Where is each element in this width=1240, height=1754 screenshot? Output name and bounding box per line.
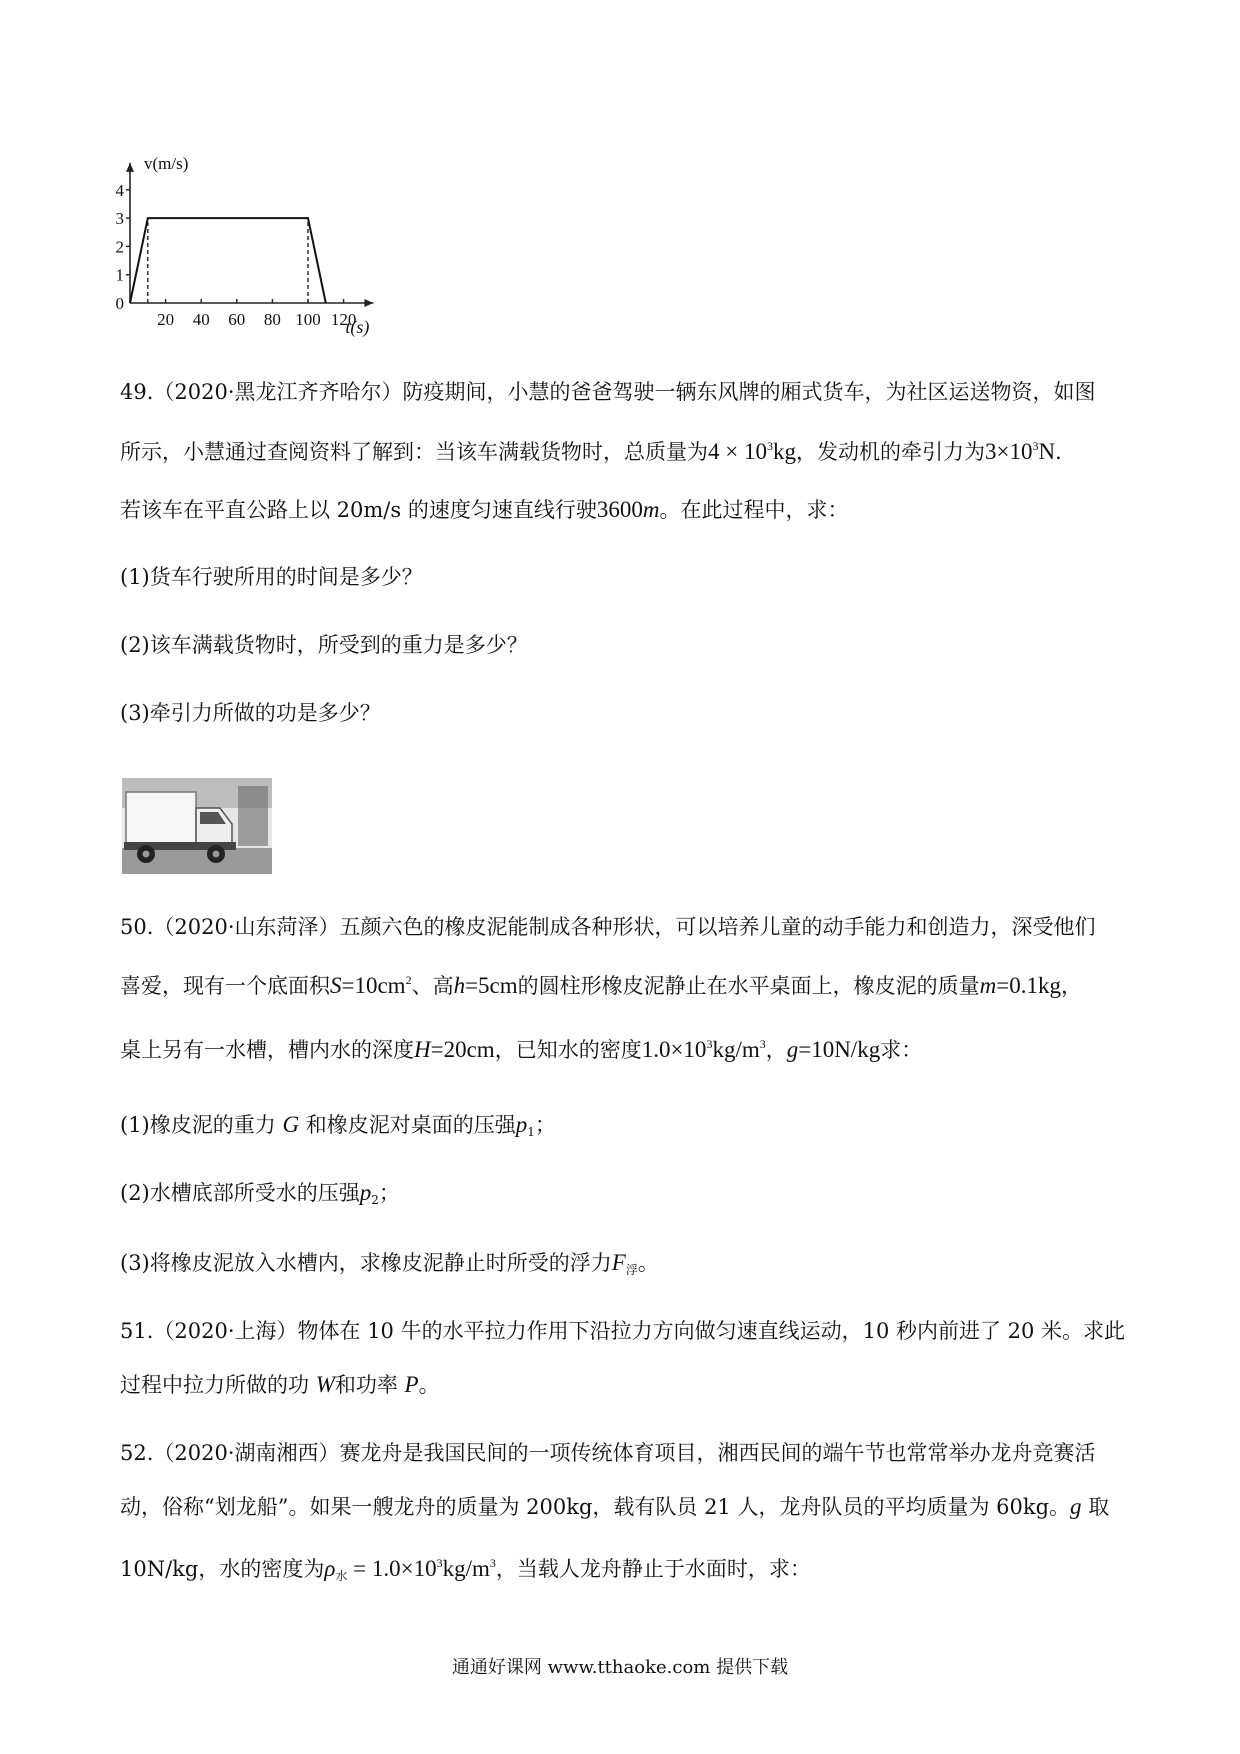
q50-line-3: 桌上另有一水槽，槽内水的深度H=20cm，已知水的密度$1.0\times 10^3kg/m^3$，g=10N/kg求： bbox=[120, 1037, 923, 1062]
series-line-0 bbox=[130, 218, 326, 303]
q49-line-3: 若该车在平直公路上以 20m/s 的速度匀速直线行驶3600m。在此过程中，求： bbox=[120, 497, 849, 522]
x-tick-label-0: 20 bbox=[157, 310, 175, 329]
x-tick-label-4: 100 bbox=[295, 310, 321, 329]
truck-image bbox=[122, 778, 272, 874]
q51-line-2: 过程中拉力所做的功 W和功率 P。 bbox=[120, 1372, 440, 1397]
y-tick-label-4: 4 bbox=[115, 180, 124, 200]
velocity-time-chart bbox=[112, 118, 392, 348]
q49-mass-value: $4 \times 10^3kg$ bbox=[708, 439, 796, 464]
q52-line-1: 52.（2020·湖南湘西）赛龙舟是我国民间的一项传统体育项目，湘西民间的端午节也常常举办龙舟竞赛活 bbox=[120, 1441, 1096, 1465]
x-tick-label-5: 120 bbox=[330, 310, 357, 329]
y-axis-arrow bbox=[126, 163, 134, 172]
x-tick-label-3: 80 bbox=[263, 310, 281, 329]
q50-line-1: 50.（2020·山东菏泽）五颜六色的橡皮泥能制成各种形状，可以培养儿童的动手能力和创造力，深受他们 bbox=[120, 915, 1096, 939]
page-footer: 通通好课网 www.tthaoke.com 提供下载 bbox=[451, 1657, 789, 1678]
q50-sub-3: (3)将橡皮泥放入水槽内，求橡皮泥静止时所受的浮力$F_浮$。 bbox=[120, 1250, 659, 1277]
q50-sub-2: (2)水槽底部所受水的压强$p_2$； bbox=[120, 1180, 400, 1207]
q49-force-value: $3\times 10^3N$ bbox=[984, 439, 1056, 464]
y-tick-label-2: 2 bbox=[115, 237, 124, 257]
y-tick-label-1: 1 bbox=[115, 265, 124, 285]
q52-line-3: 10N/kg，水的密度为$\rho_水 = 1.0\times 10^3kg/m^3$，当载人龙舟静止于水面时，求： bbox=[120, 1556, 811, 1583]
q49-sub-1: (1)货车行驶所用的时间是多少？ bbox=[120, 565, 423, 589]
x-axis-arrow bbox=[364, 299, 373, 307]
q50-line-2: 喜爱，现有一个底面积$S=10cm^2$、高h=5cm的圆柱形橡皮泥静止在水平桌面上，橡皮泥的质量m=0.1kg， bbox=[120, 973, 1083, 998]
q49-sub-3: (3)牵引力所做的功是多少？ bbox=[120, 701, 381, 725]
y-axis-label: v(m/s) bbox=[144, 153, 189, 173]
x-tick-label-2: 60 bbox=[228, 310, 246, 329]
q50-sub-1: (1)橡皮泥的重力 G 和橡皮泥对桌面的压强$p_1$； bbox=[120, 1112, 556, 1139]
q52-line-2: 动，俗称“划龙船”。如果一艘龙舟的质量为 200kg，载有队员 21 人，龙舟队员的平均质量为 60kg。g 取 bbox=[120, 1494, 1110, 1519]
y-tick-label-0: 0 bbox=[115, 294, 124, 313]
q49-line-2: 所示，小慧通过查阅资料了解到：当该车满载货物时，总质量为$4 \times 10^3kg$，发动机的牵引力为$3\times 10^3N$． bbox=[120, 439, 1077, 464]
x-axis-label: t(s) bbox=[345, 317, 370, 337]
q49-line-1: 49.（2020·黑龙江齐齐哈尔）防疫期间，小慧的爸爸驾驶一辆东风牌的厢式货车，为社区运送物资，如图 bbox=[120, 380, 1096, 404]
q49-sub-2: (2)该车满载货物时，所受到的重力是多少？ bbox=[120, 633, 528, 657]
x-tick-label-1: 40 bbox=[192, 310, 210, 329]
y-tick-label-3: 3 bbox=[115, 209, 124, 229]
q51-line-1: 51.（2020·上海）物体在 10 牛的水平拉力作用下沿拉力方向做匀速直线运动，10 秒内前进了 20 米。求此 bbox=[120, 1319, 1126, 1343]
q49-distance-value: 3600m bbox=[596, 497, 660, 522]
